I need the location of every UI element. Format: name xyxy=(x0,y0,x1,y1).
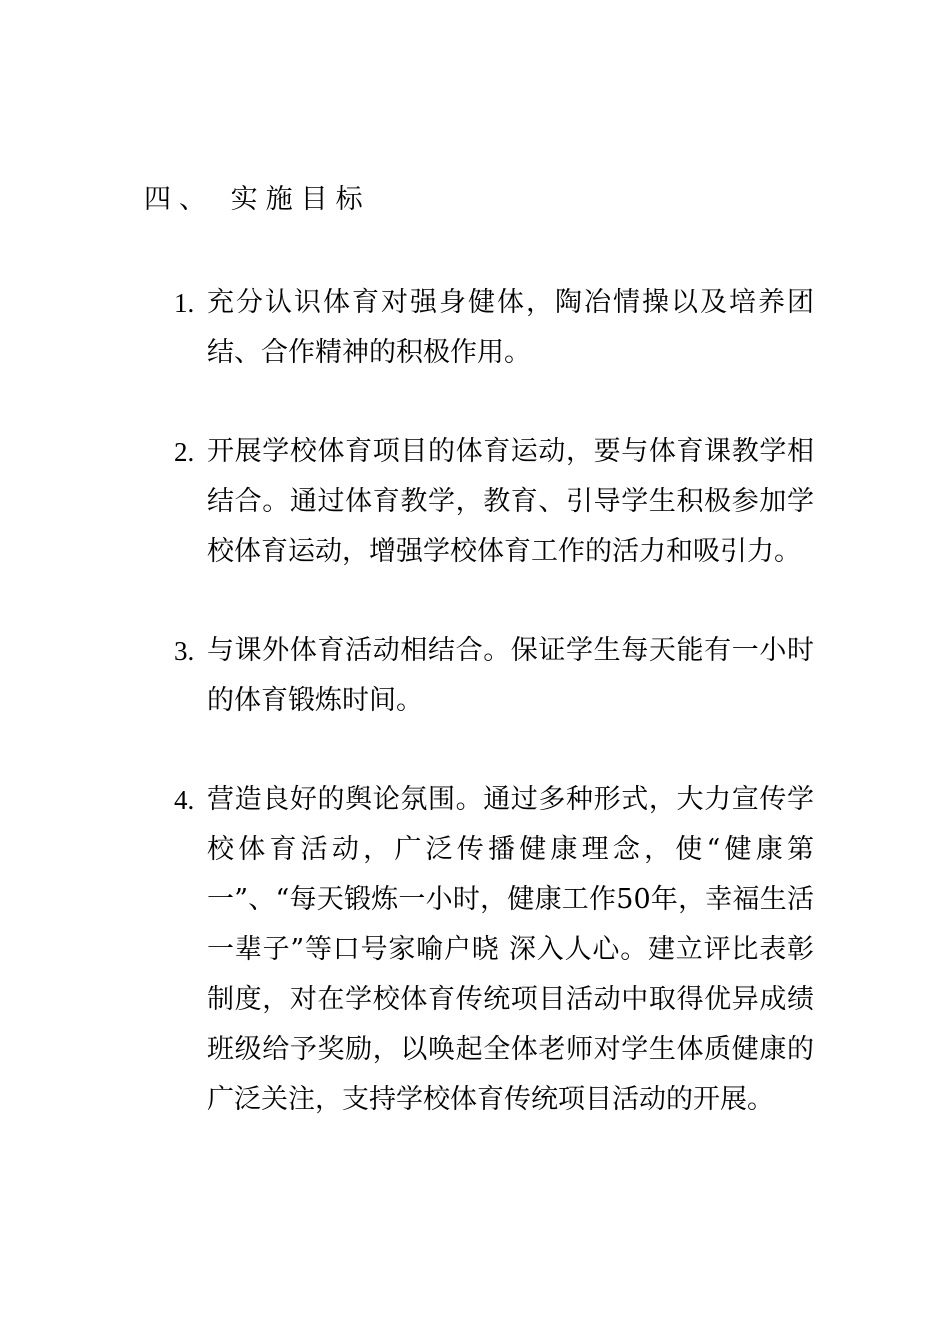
goal-text: 开展学校体育项目的体育运动，要与体育课教学相结合。通过体育教学，教育、引导学生积极参加学校体育运动，增强学校体育工作的活力和吸引力。 xyxy=(207,436,814,567)
goal-number: 3. xyxy=(174,636,195,666)
goal-text: 营造良好的舆论氛围。通过多种形式，大力宣传学校体育活动，广泛传播健康理念，使“健康第一”、“每天锻炼一小时，健康工作50年，幸福生活一辈子”等口号家喻户晓 深入人心。建立评比表彰制度，对在学校体育传统项目活动中取得优异成绩班级给予奖励，以唤起全体老师对学生体质健康的广泛关注，支持学校体育传统项目活动的开展。 xyxy=(207,784,814,1115)
goal-item-4 xyxy=(174,775,814,1125)
goal-list xyxy=(174,278,814,1174)
goal-item-3 xyxy=(174,626,814,726)
goal-item-2 xyxy=(174,427,814,577)
goal-item-1 xyxy=(174,278,814,378)
section-heading: 四、 实施目标 xyxy=(144,184,371,215)
goal-number: 4. xyxy=(174,785,195,815)
goal-number: 1. xyxy=(174,288,195,318)
goal-number: 2. xyxy=(174,437,195,467)
goal-text: 充分认识体育对强身健体，陶冶情操以及培养团结、合作精神的积极作用。 xyxy=(207,287,814,368)
goal-text: 与课外体育活动相结合。保证学生每天能有一小时的体育锻炼时间。 xyxy=(207,635,814,716)
